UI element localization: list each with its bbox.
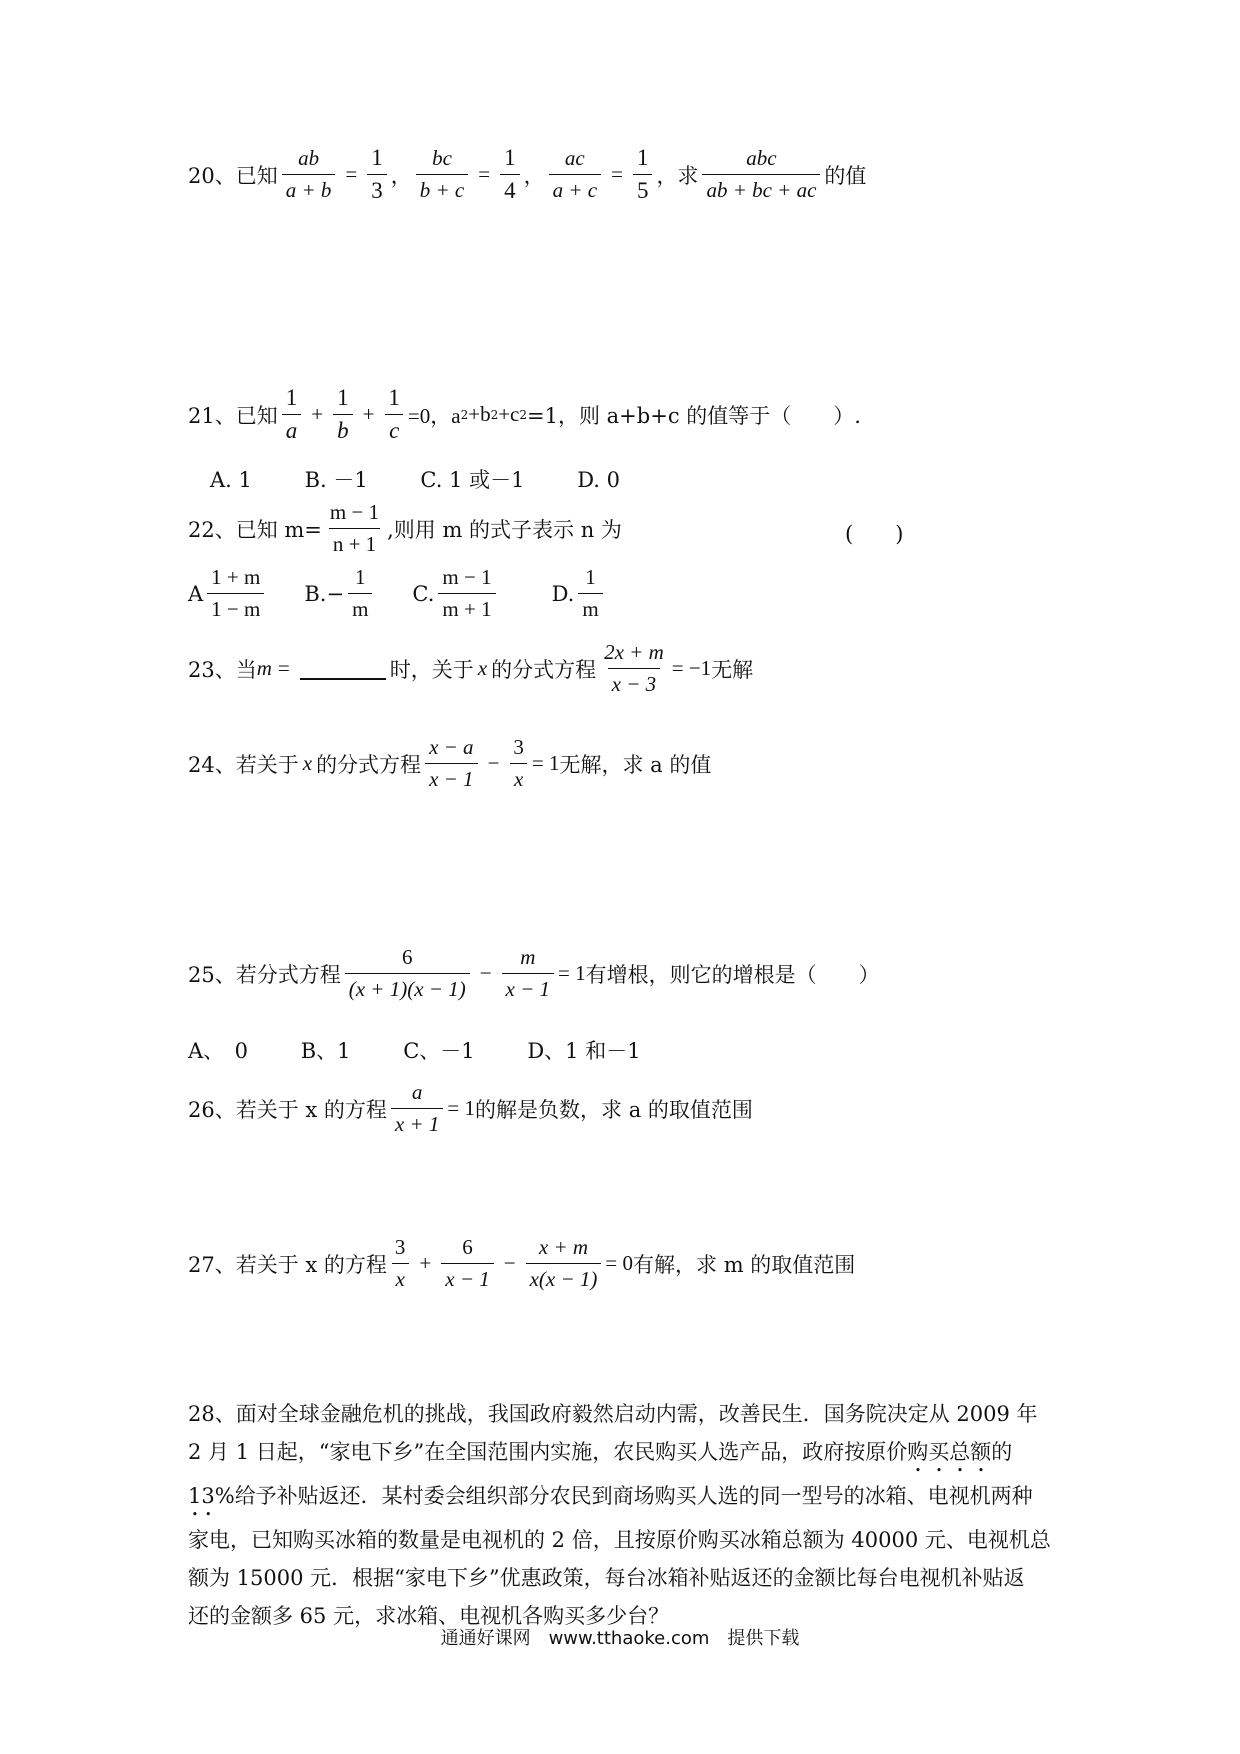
q28-line-1: 28、面对全球金融危机的挑战，我国政府毅然启动内需，改善民生．国务院决定从 2009 年: [188, 1402, 1038, 1426]
q25-option-b: B、1: [300, 1039, 351, 1063]
q28-line-4: 家电，已知购买冰箱的数量是电视机的 2 倍，且按原价购买冰箱总额为 40000 元、电视机总: [188, 1528, 1051, 1552]
q21-option-b: B. －1: [304, 468, 368, 492]
q26-fraction: $\frac{a}{x + 1}$: [391, 1080, 444, 1137]
q28-emphasis-percent: 13%: [188, 1484, 235, 1508]
q22-options: A $\frac{1 + m}{1 - m}$ B.− $\frac{1}{m}$ C. $\frac{m - 1}{m + 1}$ D. $\frac{1}{m}$: [188, 565, 607, 622]
q21-options: [210, 464, 666, 494]
question-27: 27、若关于 x 的方程 $\frac{3}{x}$ + $\frac{6}{x - 1}$ − $\frac{x + m}{x(x - 1)}$ = 0 有解，求 m 的取值范围: [188, 1235, 856, 1291]
q24-fraction-1: $\frac{x - a}{x - 1}$: [425, 735, 478, 792]
question-26: 26、若关于 x 的方程 $\frac{a}{x + 1}$ = 1 的解是负数，求 a 的取值范围: [188, 1080, 753, 1136]
question-21: 21、已知 $\frac{1}{a}$ + $\frac{1}{b}$ + $\frac{1}{c}$ =0，a 2 +b 2 +c 2 =1，则 a+b+c 的值等于（ ）.: [188, 385, 861, 443]
q22-answer-paren: ( ): [845, 522, 904, 546]
q27-fraction-2: $\frac{6}{x - 1}$: [441, 1235, 494, 1292]
q21-term-b: $\frac{1}{b}$: [333, 385, 353, 444]
page-footer: 通通好课网 www.tthaoke.com 提供下载: [440, 1628, 800, 1649]
q21-term-a: $\frac{1}{a}$: [282, 385, 302, 444]
q27-fraction-3: $\frac{x + m}{x(x - 1)}$: [526, 1235, 602, 1292]
q20-fraction-2: $\frac{bc}{b + c}$: [416, 146, 469, 203]
q21-option-c: C. 1 或－1: [420, 468, 525, 492]
q22-option-c-fraction: $\frac{m - 1}{m + 1}$: [438, 565, 495, 622]
q28-line-2: 2 月 1 日起，“家电下乡”在全国范围内实施，农民购买人选产品，政府按原价购买总额的: [188, 1440, 1013, 1464]
q20-ratio-2: $\frac{1}{4}$: [500, 145, 520, 204]
q25-option-d: D、1 和－1: [527, 1039, 641, 1063]
q20-fraction-1: $\frac{ab}{a + b}$: [282, 146, 336, 203]
q25-fraction-1: $\frac{6}{(x + 1)(x - 1)}$: [345, 945, 470, 1002]
question-20: 20、已知 $\frac{ab}{a + b}$ = $\frac{1}{3}$ ， $\frac{bc}{b + c}$ = $\frac{1}{4}$ ， $\frac{ac}{a + c}$ = $\frac{1}{5}$ ，求 $\frac{\text{abc}}{ab + bc + ac}$ 的值: [188, 145, 867, 203]
q22-option-b-fraction: $\frac{1}{m}$: [348, 565, 372, 622]
q27-fraction-1: $\frac{3}{x}$: [391, 1235, 410, 1292]
q21-option-d: D. 0: [577, 468, 620, 492]
question-23: 23、当 m = 时，关于 x 的分式方程 $\frac{2x + m}{x - 3}$ = −1 无解: [188, 640, 754, 696]
q24-fraction-2: $\frac{3}{x}$: [509, 735, 528, 792]
q20-fraction-3: $\frac{ac}{a + c}$: [549, 146, 602, 203]
q20-ratio-3: $\frac{1}{5}$: [633, 145, 653, 204]
q23-answer-blank[interactable]: [300, 658, 386, 680]
q25-fraction-2: $\frac{m}{x - 1}$: [502, 945, 555, 1002]
q28-line-6: 还的金额多 65 元，求冰箱、电视机各购买多少台？: [188, 1604, 670, 1628]
q25-option-a: A、 0: [188, 1039, 249, 1063]
q25-options: [188, 1035, 687, 1065]
question-25: 25、若分式方程 $\frac{6}{(x + 1)(x - 1)}$ − $\frac{m}{x - 1}$ = 1 有增根，则它的增根是（ ）: [188, 945, 880, 1001]
q22-option-a-fraction: $\frac{1 + m}{1 - m}$: [207, 565, 264, 622]
q25-option-c: C、－1: [403, 1039, 475, 1063]
q28-emphasis-total: 购买总额: [907, 1440, 992, 1464]
q21-term-c: $\frac{1}{c}$: [384, 385, 404, 444]
q22-fraction: $\frac{m - 1}{n + 1}$: [329, 500, 380, 556]
q20-prefix: 20、已知: [188, 163, 278, 188]
q28-line-3: 13%给予补贴返还．某村委会组织部分农民到商场购买人选的同一型号的冰箱、电视机两种: [188, 1484, 1033, 1508]
question-22: 22、已知 m= $\frac{m - 1}{n + 1}$ ,则用 m 的式子表示 n 为: [188, 500, 622, 556]
q21-option-a: A. 1: [210, 468, 252, 492]
q20-ratio-1: $\frac{1}{3}$: [367, 145, 387, 204]
q22-option-d-fraction: $\frac{1}{m}$: [578, 565, 602, 622]
q23-fraction: $\frac{2x + m}{x - 3}$: [604, 640, 664, 696]
question-24: 24、若关于 x 的分式方程 $\frac{x - a}{x - 1}$ − $\frac{3}{x}$ = 1 无解，求 a 的值: [188, 735, 712, 791]
q20-target-fraction: $\frac{\text{abc}}{ab + bc + ac}$: [702, 146, 820, 203]
q28-line-5: 额为 15000 元．根据“家电下乡”优惠政策，每台冰箱补贴返还的金额比每台电视机补贴返: [188, 1566, 1025, 1590]
question-28: [188, 1395, 1058, 1635]
